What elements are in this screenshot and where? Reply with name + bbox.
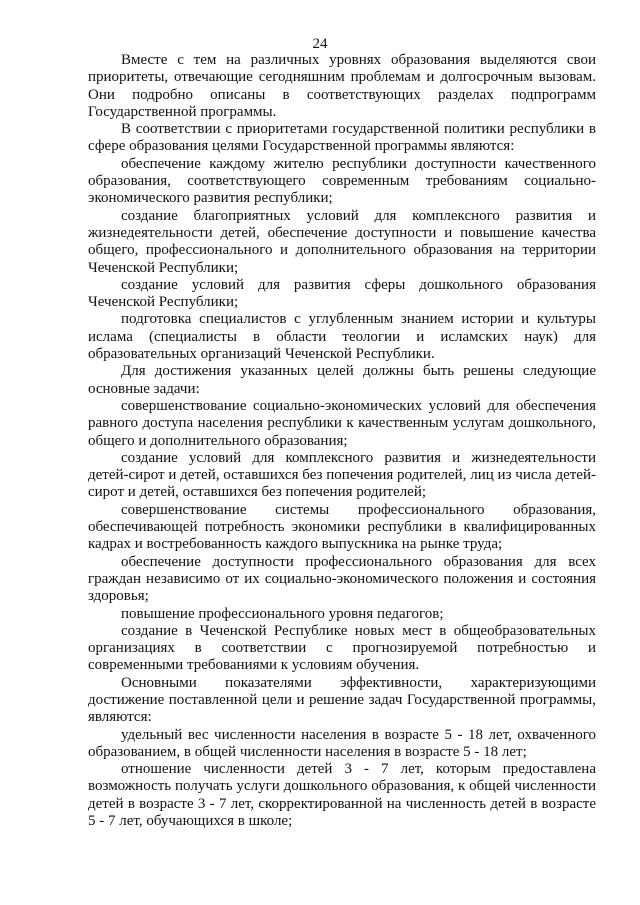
paragraph: отношение численности детей 3 - 7 лет, которым предоставлена возможность получать услуги дошкольного образования, к общей численности детей в возрасте 3 - 7 лет, скорректированной на численность детей в возрасте 5 - 7 лет, обучающихся в школе;: [88, 761, 596, 830]
paragraph: Основными показателями эффективности, характеризующими достижение поставленной цели и решение задач Государственной программы, являются:: [88, 674, 596, 726]
paragraph: совершенствование системы профессионального образования, обеспечивающей потребность экономики республики в квалифицированных кадрах и востребованность каждого выпускника на рынке труда;: [88, 501, 596, 553]
paragraph: В соответствии с приоритетами государственной политики республики в сфере образования целями Государственной программы являются:: [88, 121, 596, 155]
paragraph: повышение профессионального уровня педагогов;: [121, 605, 444, 622]
paragraph: удельный вес численности населения в возрасте 5 - 18 лет, охваченного образованием, в общей численности населения в возрасте 5 - 18 лет;: [88, 726, 596, 760]
paragraph: обеспечение доступности профессионального образования для всех граждан независимо от их социально-экономического положения и состояния здоровья;: [88, 553, 596, 605]
paragraph: создание благоприятных условий для комплексного развития и жизнедеятельности детей, обеспечение доступности и повышение качества общего, профессионального и дополнительного образования на территории Чеченской Республики;: [88, 207, 596, 276]
page-number: 24: [312, 36, 328, 52]
paragraph: подготовка специалистов с углубленным знанием истории и культуры ислама (специалисты в области теологии и исламских наук) для образовательных организаций Чеченской Республики.: [88, 311, 596, 363]
paragraph: создание условий для развития сферы дошкольного образования Чеченской Республики;: [88, 276, 596, 311]
paragraph: Вместе с тем на различных уровнях образования выделяются свои приоритеты, отвечающие сегодняшним проблемам и долгосрочным вызовам. Они подробно описаны в соответствующих разделах подпрограмм Государственной программы.: [88, 52, 596, 120]
paragraph: совершенствование социально-экономических условий для обеспечения равного доступа населения республики к качественным услугам дошкольного, общего и дополнительного образования;: [88, 397, 596, 449]
paragraph: Для достижения указанных целей должны быть решены следующие основные задачи:: [88, 363, 596, 397]
paragraph: обеспечение каждому жителю республики доступности качественного образования, соответствующего современным требованиям социально-экономического развития республики;: [88, 155, 596, 207]
body-text: [88, 52, 596, 830]
paragraph: создание условий для комплексного развития и жизнедеятельности детей-сирот и детей, оставшихся без попечения родителей, лиц из числа детей-сирот и детей, оставшихся без попечения родителей;: [88, 449, 596, 501]
paragraph: создание в Чеченской Республике новых мест в общеобразовательных организациях в соответствии с прогнозируемой потребностью и современными требованиями к условиям обучения.: [88, 622, 596, 674]
